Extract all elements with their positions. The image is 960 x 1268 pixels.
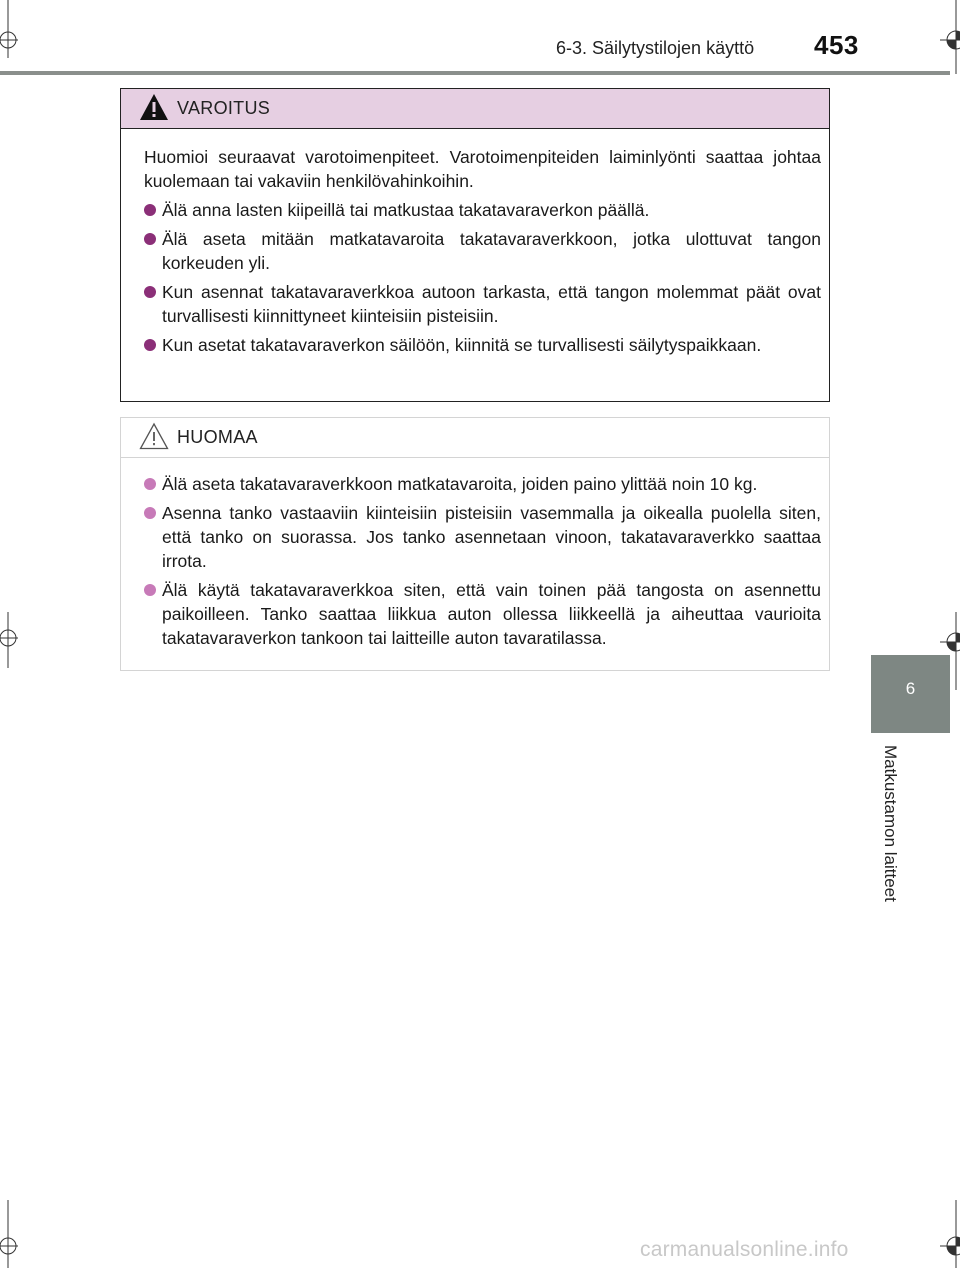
bullet-dot-icon: [144, 339, 156, 351]
caution-triangle-outline-icon: [139, 422, 169, 455]
bullet-dot-icon: [144, 204, 156, 216]
notice-item: Älä käytä takatavaraverkkoa siten, että vain toinen pää tangosta on asennettu paikoilleen. Tanko saattaa liikkua auton ollessa liikkeellä ja aiheuttaa vaurioita takatavaraverkon tankoon tai laitteille auton tavaratilassa.: [144, 578, 821, 650]
notice-body: [121, 458, 829, 650]
notice-title: HUOMAA: [177, 427, 258, 447]
warning-item: Älä anna lasten kiipeillä tai matkustaa takatavaraverkon päällä.: [144, 198, 821, 222]
warning-title: VAROITUS: [177, 98, 271, 118]
bullet-dot-icon: [144, 584, 156, 596]
warning-intro: Huomioi seuraavat varotoimenpiteet. Varotoimenpiteiden laiminlyönti saattaa johtaa kuolemaan tai vakaviin henkilövahinkoihin.: [144, 147, 821, 191]
header-rule: [0, 71, 950, 75]
chapter-title: Matkustamon laitteet: [881, 745, 900, 902]
watermark: carmanualsonline.info: [640, 1238, 849, 1261]
crop-mark-top-right: [936, 0, 960, 75]
notice-item: Älä aseta takatavaraverkkoon matkatavaroita, joiden paino ylittää noin 10 kg.: [144, 472, 821, 496]
warning-item: Kun asennat takatavaraverkkoa autoon tarkasta, että tangon molemmat päät ovat turvallisesti kiinnittyneet kiinteisiin pisteisiin.: [144, 280, 821, 328]
crop-mark-bottom-left: [0, 1200, 20, 1268]
warning-box-header: [121, 89, 829, 129]
bullet-dot-icon: [144, 507, 156, 519]
notice-box-header: [121, 418, 829, 458]
crop-mark-bottom-right: [936, 1200, 960, 1268]
bullet-dot-icon: [144, 478, 156, 490]
bullet-dot-icon: [144, 286, 156, 298]
notice-item: Asenna tanko vastaaviin kiinteisiin pisteisiin vasemmalla ja oikealla puolella siten, että tanko on suorassa. Jos tanko asennetaan vinoon, takatavaraverkko saattaa irrota.: [144, 501, 821, 573]
notice-box: [120, 417, 830, 671]
warning-body: [121, 129, 829, 357]
chapter-side-tab: [871, 655, 950, 733]
chapter-number: 6: [905, 679, 916, 698]
chapter-side-label: [878, 745, 902, 945]
header-section-title: 6-3. Säilytystilojen käyttö: [556, 38, 755, 58]
warning-item: Kun asetat takatavaraverkon säilöön, kiinnitä se turvallisesti säilytyspaikkaan.: [144, 333, 821, 357]
warning-box: [120, 88, 830, 402]
crop-mark-top-left: [0, 0, 40, 60]
page-number: 453: [814, 30, 859, 60]
bullet-dot-icon: [144, 233, 156, 245]
warning-triangle-icon: [139, 93, 169, 126]
crop-mark-mid-left: [0, 612, 20, 672]
warning-item: Älä aseta mitään matkatavaroita takatavaraverkkoon, jotka ulottuvat tangon korkeuden yli.: [144, 227, 821, 275]
